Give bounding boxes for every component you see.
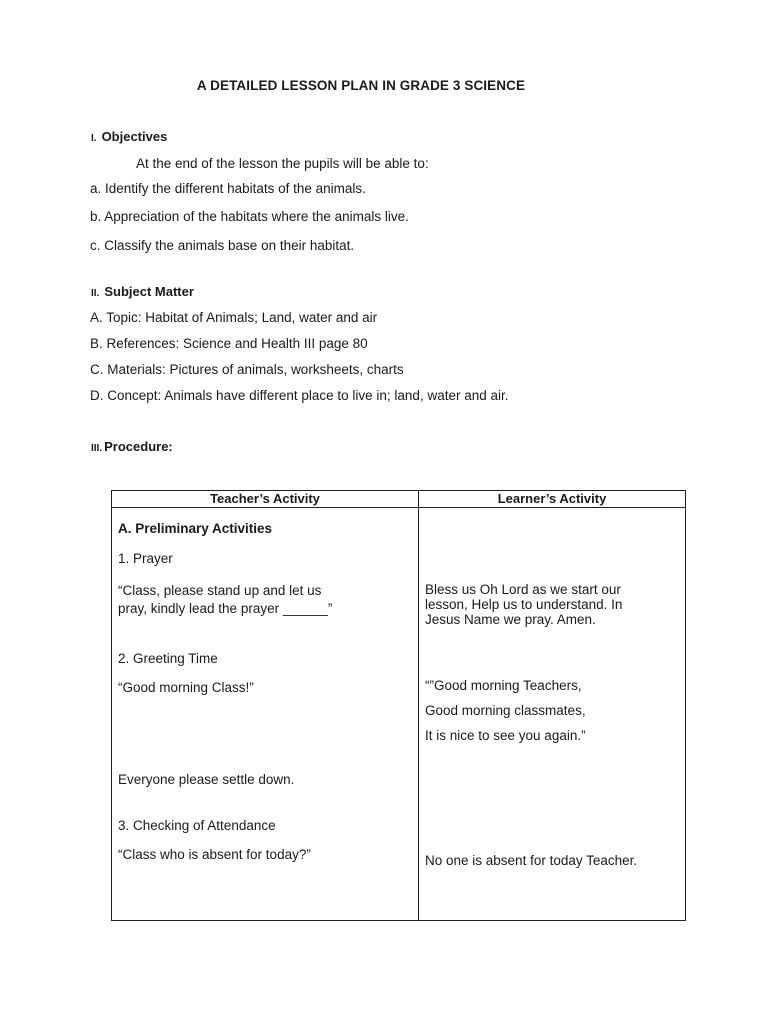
subject-topic: A. Topic: Habitat of Animals; Land, water and air	[90, 310, 378, 325]
attendance-label: 3. Checking of Attendance	[118, 818, 276, 833]
learner-activity-cell	[419, 508, 686, 921]
objectives-heading-text: Objectives	[101, 129, 168, 144]
learner-activity-header: Learner’s Activity	[419, 491, 686, 508]
teacher-settle-down: Everyone please settle down.	[118, 772, 295, 787]
objective-item-a: a. Identify the different habitats of the animals.	[90, 181, 366, 196]
procedure-table	[111, 490, 686, 921]
greeting-label: 2. Greeting Time	[118, 651, 218, 666]
subject-materials: C. Materials: Pictures of animals, worksheets, charts	[90, 362, 404, 377]
teacher-attendance-question: “Class who is absent for today?”	[118, 847, 311, 862]
subject-references: B. References: Science and Health III page 80	[90, 336, 368, 351]
learner-prayer-line-1: Bless us Oh Lord as we start our	[425, 582, 621, 597]
procedure-heading-text: Procedure:	[104, 439, 173, 454]
learner-attendance-answer: No one is absent for today Teacher.	[425, 853, 638, 868]
objective-item-c: c. Classify the animals base on their habitat.	[90, 238, 355, 253]
subject-concept: D. Concept: Animals have different place to live in; land, water and air.	[90, 388, 509, 403]
learner-greeting-line-3: It is nice to see you again.”	[425, 728, 586, 743]
procedure-numeral: III.	[91, 443, 103, 454]
objectives-intro: At the end of the lesson the pupils will be able to:	[136, 156, 429, 171]
subject-matter-heading-text: Subject Matter	[104, 284, 194, 299]
teacher-activity-cell	[112, 508, 419, 921]
learner-prayer-line-2: lesson, Help us to understand. In	[425, 597, 623, 612]
teacher-prayer-line-2: pray, kindly lead the prayer ______”	[118, 601, 333, 616]
table-header-row	[112, 491, 686, 508]
learner-prayer-line-3: Jesus Name we pray. Amen.	[425, 612, 596, 627]
document-title: A DETAILED LESSON PLAN IN GRADE 3 SCIENCE	[196, 78, 526, 93]
procedure-heading	[91, 439, 173, 454]
preliminary-activities-heading: A. Preliminary Activities	[118, 521, 273, 536]
subject-matter-numeral: II.	[91, 288, 100, 299]
teacher-greeting: “Good morning Class!”	[118, 680, 254, 695]
teacher-prayer-line-1: “Class, please stand up and let us	[118, 583, 322, 598]
learner-greeting-line-2: Good morning classmates,	[425, 703, 586, 718]
learner-greeting-line-1: “”Good morning Teachers,	[425, 678, 582, 693]
table-row	[112, 508, 686, 921]
objectives-numeral: I.	[91, 133, 97, 144]
objectives-heading	[91, 129, 167, 144]
subject-matter-heading	[91, 284, 194, 299]
objective-item-b: b. Appreciation of the habitats where the animals live.	[90, 209, 409, 224]
prayer-label: 1. Prayer	[118, 551, 173, 566]
teacher-activity-header: Teacher’s Activity	[112, 491, 419, 508]
